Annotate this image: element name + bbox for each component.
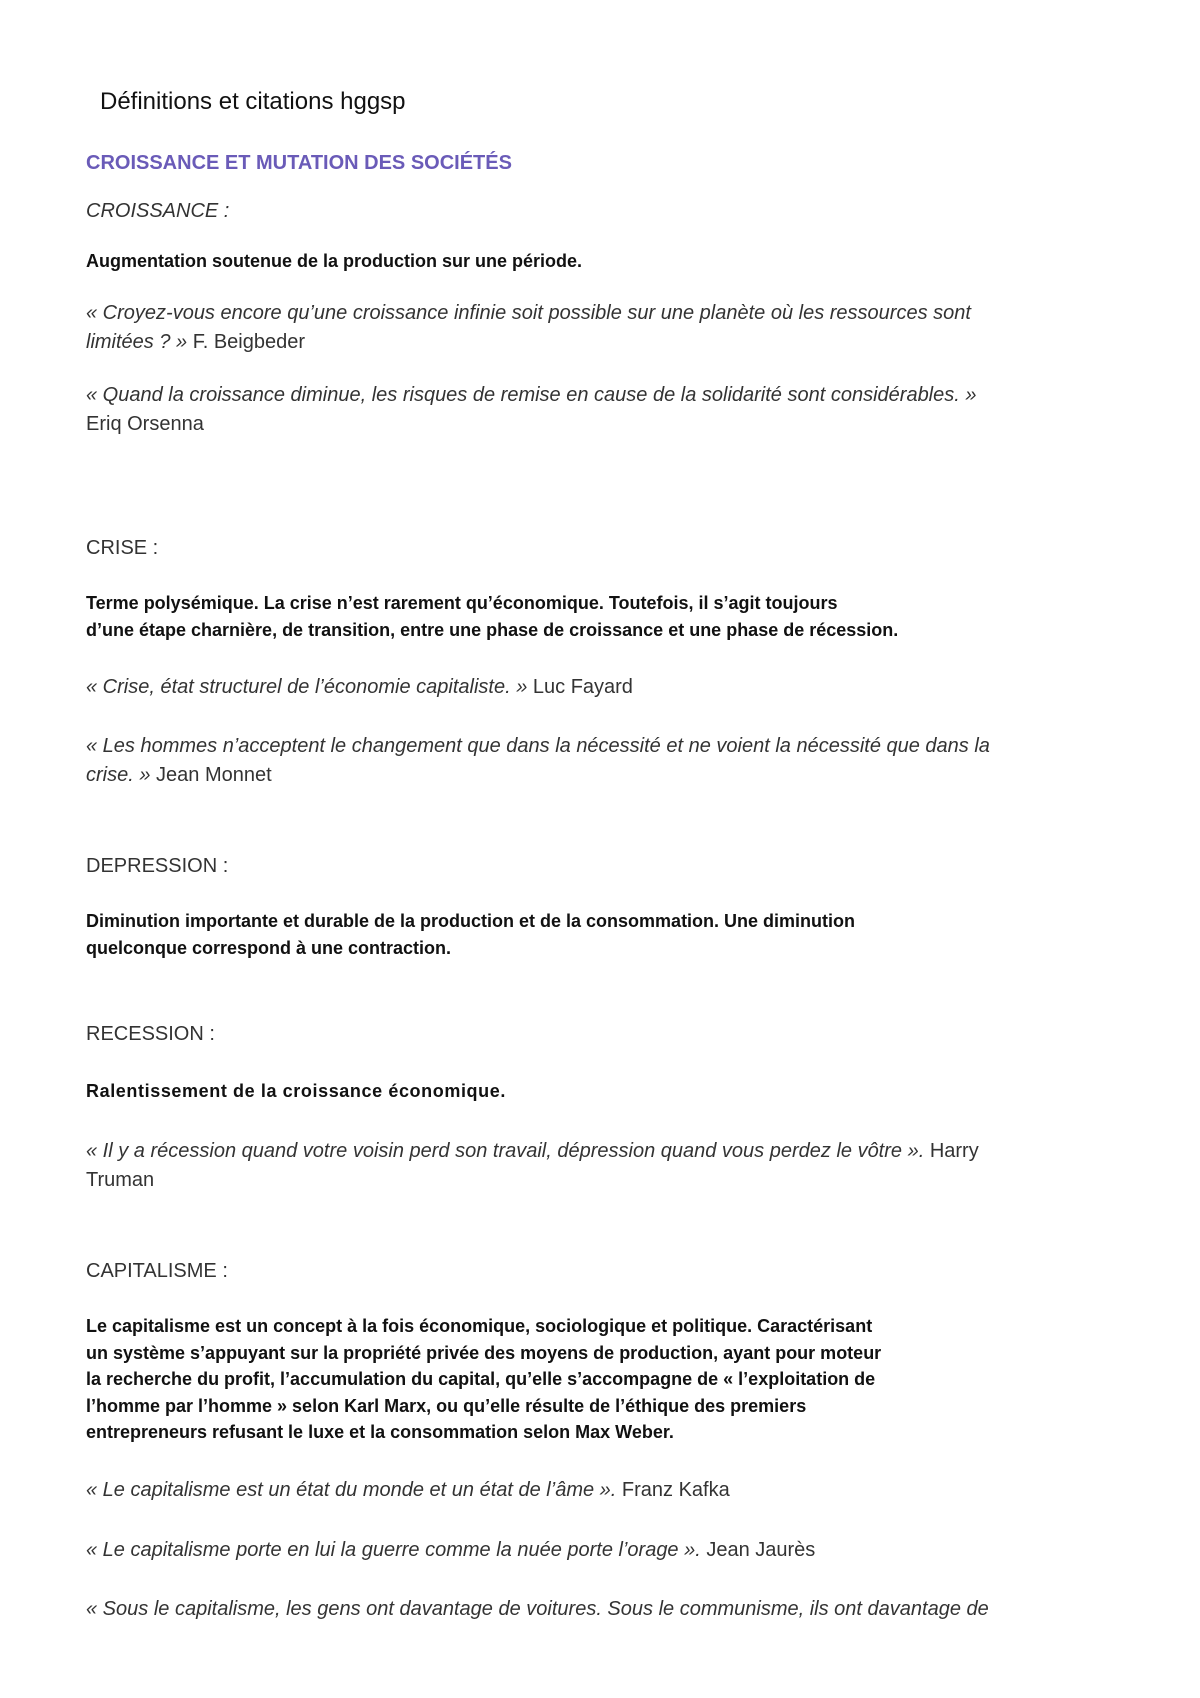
quote-monnet [86,732,1126,790]
definition-line: Diminution importante et durable de la production et de la consommation. Une diminution [86,911,856,931]
quote-line [86,732,1126,761]
definition-line: Ralentissement de la croissance économique. [86,1081,506,1101]
quote-line [86,1476,1126,1505]
quote-communisme [86,1595,1126,1624]
definition-capitalisme [86,1313,1126,1446]
quote-kafka [86,1476,1126,1505]
quote-text: « Le capitalisme porte en lui la guerre comme la nuée porte l’orage ». [86,1539,701,1561]
term-label: DEPRESSION : [86,855,229,877]
definition-line: d’une étape charnière, de transition, entre une phase de croissance et une phase de récession. [86,619,899,640]
entry-depression [86,853,1126,879]
definition-line: l’homme par l’homme » selon Karl Marx, ou qu’elle résulte de l’éthique des premiers [86,1395,807,1416]
document-title: Définitions et citations hggsp [100,88,406,115]
entry-crise [86,535,1126,561]
entry-recession [86,1021,1126,1047]
quote-line [86,1137,1126,1166]
definition-crise [86,590,1126,643]
quote-line [86,673,1126,702]
definition-line: la recherche du profit, l’accumulation du capital, qu’elle s’accompagne de « l’exploitation de [86,1369,876,1389]
quote-author: F. Beigbeder [187,331,306,353]
definition-line: entrepreneurs refusant le luxe et la consommation selon Max Weber. [86,1422,674,1442]
term-label: CRISE : [86,537,159,559]
quote-text: « Quand la croissance diminue, les risques de remise en cause de la solidarité sont considérables. » [86,384,977,406]
quote-line [86,1166,1126,1195]
quote-text: « Sous le capitalisme, les gens ont davantage de voitures. Sous le communisme, ils ont davantage de [86,1598,989,1620]
entry-croissance [86,198,1126,224]
quote-text: « Croyez-vous encore qu’une croissance infinie soit possible sur une planète où les ressources sont [86,302,971,324]
quote-beigbeder [86,299,1126,357]
quote-line [86,328,1126,357]
definition-line: un système s’appuyant sur la propriété privée des moyens de production, ayant pour moteur [86,1342,882,1363]
quote-text: limitées ? » [86,331,188,353]
quote-text: « Les hommes n’acceptent le changement que dans la nécessité et ne voient la nécessité que dans la [86,735,990,757]
quote-text: crise. » [86,764,151,786]
section-heading: CROISSANCE ET MUTATION DES SOCIÉTÉS [86,152,512,174]
quote-author: Jean Monnet [150,764,272,786]
entry-capitalisme [86,1258,1126,1284]
definition-depression [86,908,1126,961]
quote-line [86,1536,1126,1565]
quote-author: Luc Fayard [527,676,633,698]
quote-line [86,299,1126,328]
quote-author: Franz Kafka [616,1479,730,1501]
quote-line [86,381,1126,410]
quote-line [86,410,1126,439]
quote-fayard [86,673,1126,702]
quote-line [86,1595,1126,1624]
quote-text: « Le capitalisme est un état du monde et un état de l’âme ». [86,1479,617,1501]
definition-line: Terme polysémique. La crise n’est rarement qu’économique. Toutefois, il s’agit toujours [86,593,838,613]
term-label: CAPITALISME : [86,1260,228,1282]
quote-text: « Crise, état structurel de l’économie capitaliste. » [86,676,528,698]
definition-croissance [86,248,1126,275]
quote-orsenna [86,381,1126,439]
quote-author: Truman [86,1169,155,1191]
term-label: RECESSION : [86,1023,215,1045]
quote-line [86,761,1126,790]
quote-author: Eriq Orsenna [86,413,204,435]
quote-jaures [86,1536,1126,1565]
definition-line: Le capitalisme est un concept à la fois économique, sociologique et politique. Caractérisant [86,1316,873,1336]
definition-line: quelconque correspond à une contraction. [86,937,452,958]
term-label: CROISSANCE : [86,200,230,222]
quote-text: « Il y a récession quand votre voisin perd son travail, dépression quand vous perdez le vôtre ». [86,1140,925,1162]
quote-author: Harry [924,1140,979,1162]
quote-truman [86,1137,1126,1195]
definition-line: Augmentation soutenue de la production sur une période. [86,251,583,271]
definition-recession [86,1078,1126,1105]
quote-author: Jean Jaurès [700,1539,816,1561]
